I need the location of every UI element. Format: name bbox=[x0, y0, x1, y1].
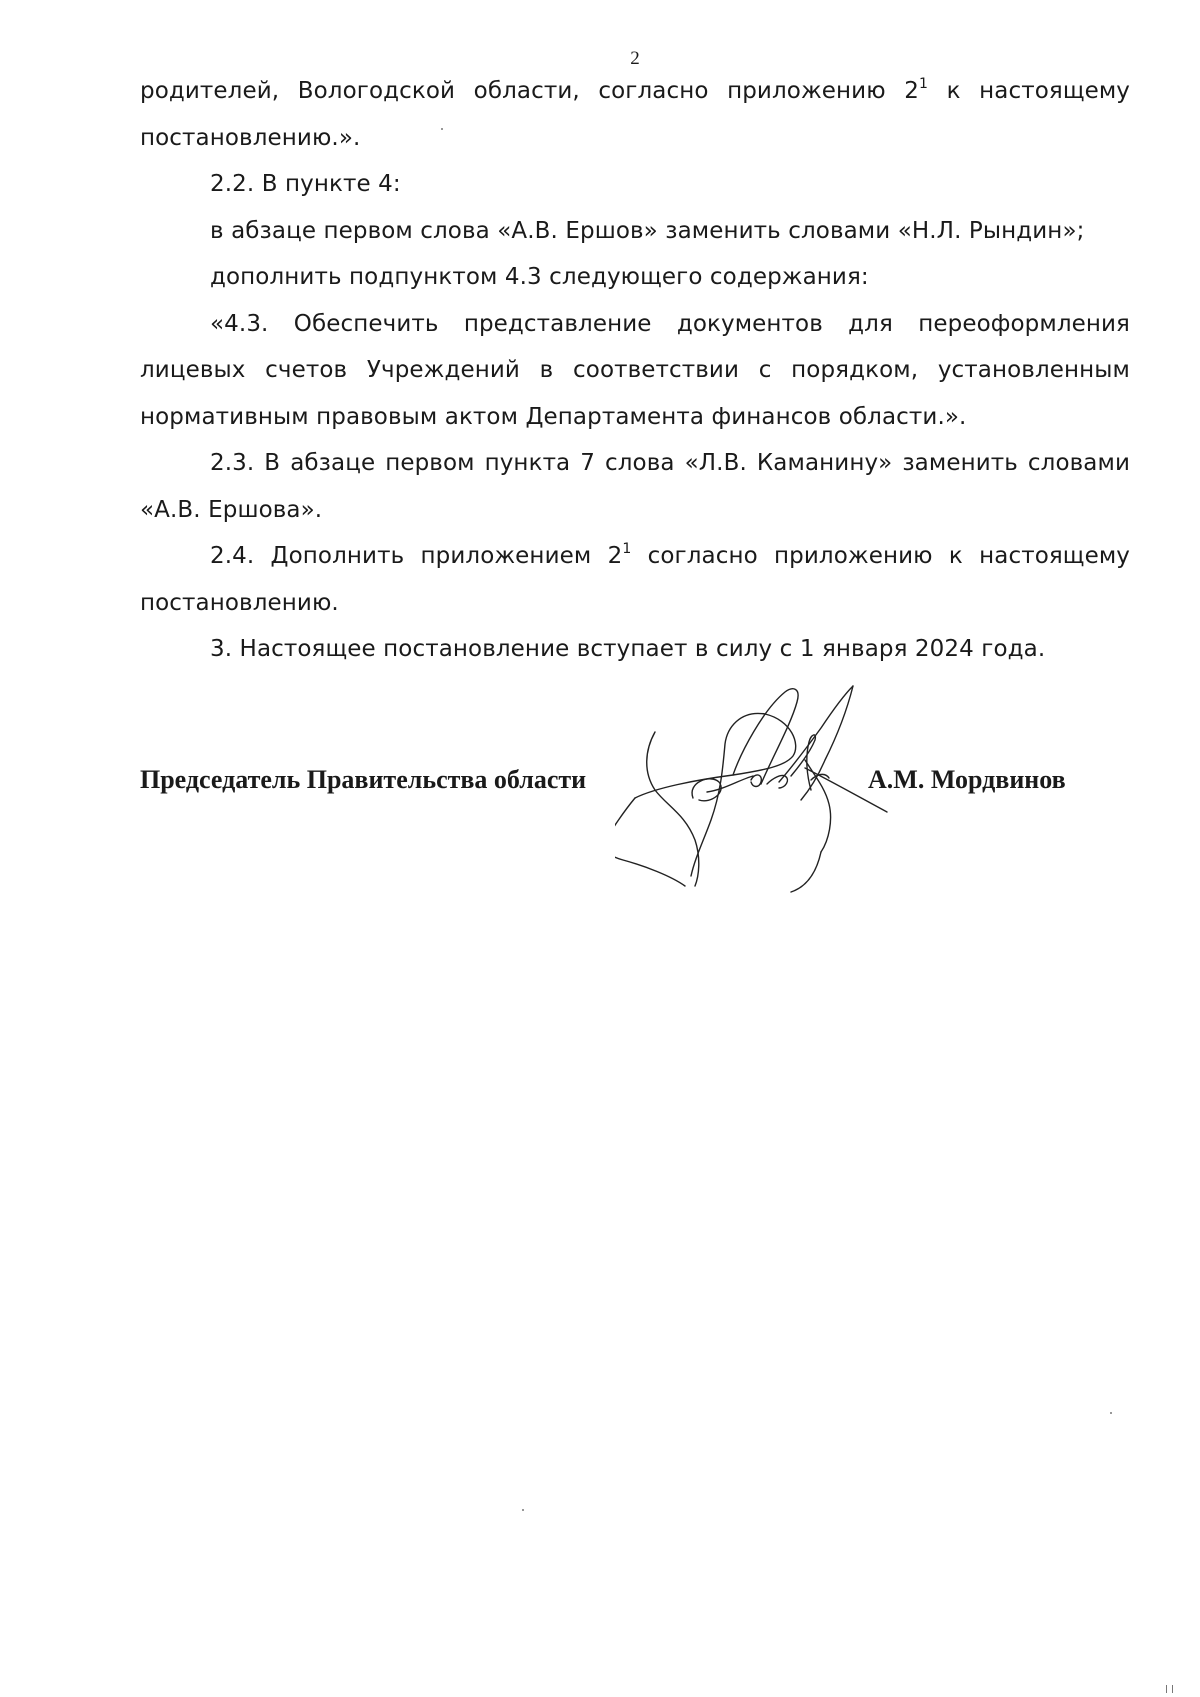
scan-speck bbox=[1166, 1685, 1167, 1693]
paragraph-text: родителей, Вологодской области, согласно приложению 2 bbox=[140, 78, 919, 104]
paragraph-item-2-4 bbox=[140, 533, 1130, 626]
paragraph-add-subitem: дополнить подпунктом 4.3 следующего содержания: bbox=[210, 264, 869, 290]
scan-speck bbox=[441, 128, 443, 130]
paragraph-item-3: 3. Настоящее постановление вступает в силу с 1 января 2024 года. bbox=[210, 636, 1046, 662]
document-body bbox=[140, 68, 1130, 673]
handwritten-signature bbox=[615, 680, 945, 910]
paragraph-text: 2.4. Дополнить приложением 2 bbox=[210, 543, 623, 569]
paragraph-text: к настоящему постановлению.». bbox=[140, 78, 1130, 151]
page-number: 2 bbox=[630, 48, 640, 69]
superscript-index: 1 bbox=[622, 541, 632, 557]
paragraph-item-2-3: 2.3. В абзаце первом пункта 7 слова «Л.В. Каманину» заменить словами «А.В. Ершова». bbox=[140, 450, 1130, 523]
scan-speck bbox=[522, 1509, 524, 1511]
superscript-index: 1 bbox=[918, 76, 928, 92]
paragraph-replace-words: в абзаце первом слова «А.В. Ершов» заменить словами «Н.Л. Рындин»; bbox=[210, 217, 1085, 244]
scan-speck bbox=[1110, 1412, 1112, 1414]
signer-position: Председатель Правительства области bbox=[140, 765, 587, 794]
paragraph-subitem-4-3: «4.3. Обеспечить представление документов для переоформления лицевых счетов Учреждений в соответствии с порядком, установленным нормативным правовым актом Департамента финансов области.». bbox=[140, 310, 1130, 430]
paragraph-text: согласно приложению к настоящему постановлению. bbox=[140, 543, 1130, 616]
scan-speck bbox=[1172, 1685, 1173, 1693]
signer-name: А.М. Мордвинов bbox=[868, 765, 1066, 794]
paragraph-continuation bbox=[140, 68, 1130, 161]
paragraph-item-2-2: 2.2. В пункте 4: bbox=[210, 171, 401, 197]
